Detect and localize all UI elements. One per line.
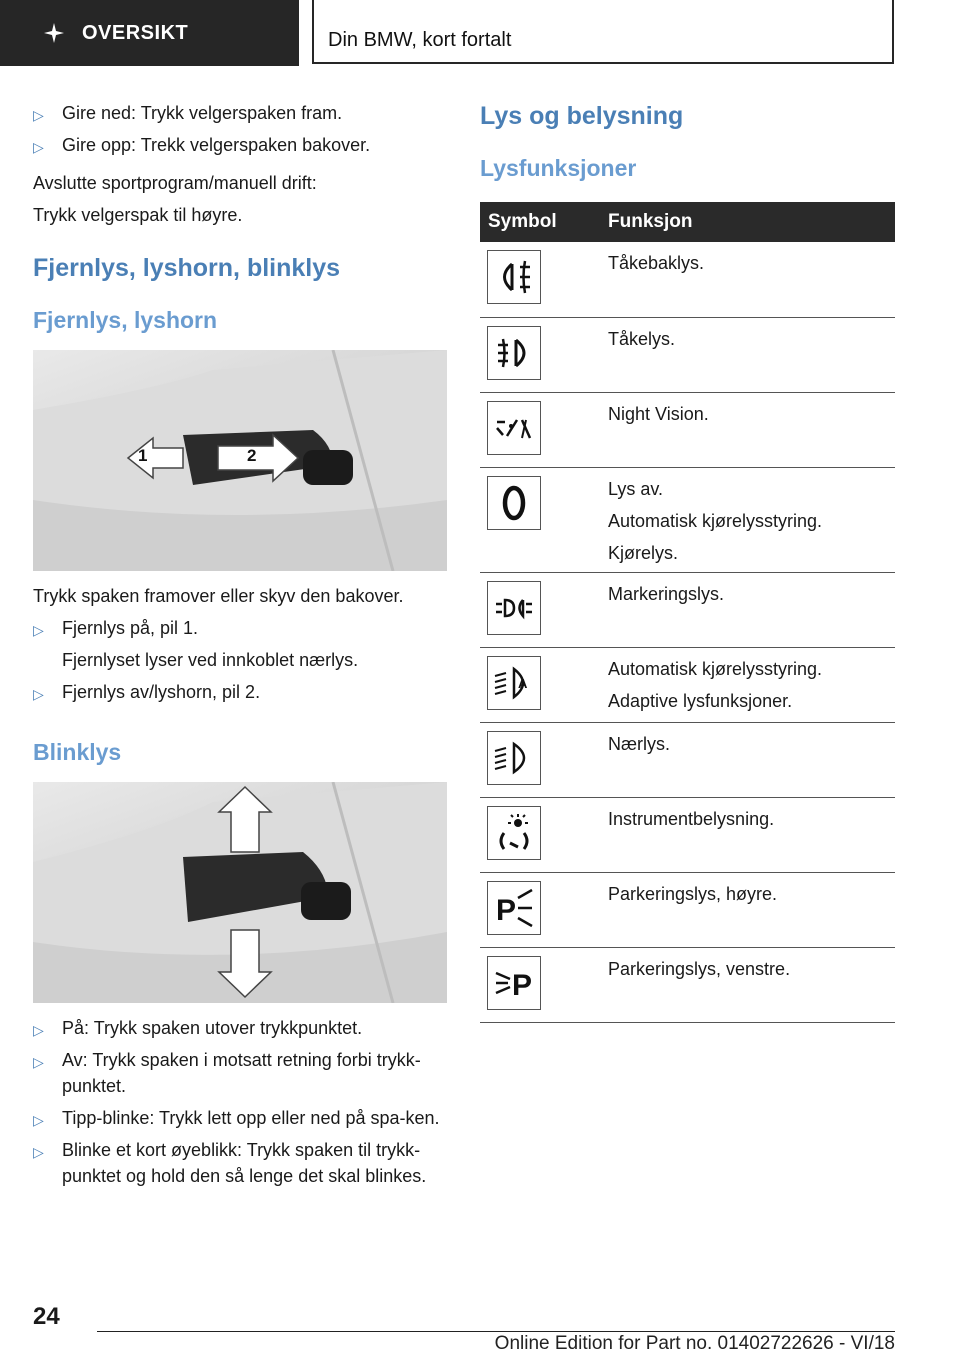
table-row: [480, 722, 895, 797]
table-row: [480, 647, 895, 722]
highbeam-stalk-image: [33, 350, 447, 571]
heading-highbeam-turn: Fjernlys, lyshorn, blinklys: [33, 254, 341, 282]
heading-lights: Lys og belysning: [480, 102, 684, 130]
right-column: [480, 100, 895, 1023]
bullet-triangle-icon: ▷: [33, 1054, 44, 1070]
highbeam-intro: Trykk spaken framover eller skyv den bakover.: [33, 586, 404, 606]
front-fog-light-icon: [487, 326, 541, 380]
chapter-title: Din BMW, kort fortalt: [328, 29, 512, 51]
side-marker-light-icon: [487, 581, 541, 635]
function-text: Parkeringslys, venstre.: [608, 958, 791, 979]
table-row: [480, 797, 895, 872]
list-item: ▷ Fjernlys på, pil 1.: [33, 615, 447, 641]
parking-light-left-icon: [487, 956, 541, 1010]
table-row: [480, 242, 895, 317]
table-row: [480, 317, 895, 392]
edition-text: Online Edition for Part no. 01402722626 - VI/18: [494, 1333, 895, 1354]
heading-light-functions: Lysfunksjoner: [480, 155, 637, 181]
section-tab-oversikt[interactable]: [0, 0, 299, 66]
bullet-triangle-icon: ▷: [33, 1022, 44, 1038]
section-label: OVERSIKT: [82, 21, 189, 44]
table-row: [480, 572, 895, 647]
function-text: Tåkelys.: [608, 328, 676, 349]
night-vision-icon: [487, 401, 541, 455]
list-item-note: Fjernlyset lyser ved innkoblet nærlys.: [62, 650, 359, 670]
page-number: 24: [33, 1303, 60, 1330]
list-item: ▷ På: Trykk spaken utover trykkpunktet.: [33, 1015, 447, 1041]
heading-turn-signal: Blinklys: [33, 739, 122, 765]
bullet-triangle-icon: ▷: [33, 1112, 44, 1128]
table-row: [480, 872, 895, 947]
col-header-symbol: Symbol: [480, 202, 598, 242]
overview-star-icon: [40, 19, 68, 47]
low-beam-icon: [487, 731, 541, 785]
function-text: Kjørelys.: [608, 542, 679, 563]
turn-signal-stalk-image: [33, 782, 447, 1003]
table-row: [480, 392, 895, 467]
light-functions-table: [480, 202, 895, 1023]
function-text: Lys av.: [608, 478, 664, 499]
table-row: [480, 467, 895, 572]
bullet-triangle-icon: ▷: [33, 686, 44, 702]
function-text: Night Vision.: [608, 403, 709, 424]
arrow-label-1: 1: [138, 446, 148, 465]
list-item: ▷ Gire ned: Trykk velgerspaken fram.: [33, 100, 447, 126]
bullet-triangle-icon: ▷: [33, 1144, 44, 1160]
auto-headlight-icon: [487, 656, 541, 710]
function-text: Automatisk kjørelysstyring.: [608, 510, 823, 531]
col-header-function: Funksjon: [598, 202, 895, 242]
sport-exit-line2: Trykk velgerspak til høyre.: [33, 205, 243, 225]
function-text: Tåkebaklys.: [608, 253, 705, 273]
table-header-row: [480, 202, 895, 242]
bullet-triangle-icon: ▷: [33, 622, 44, 638]
function-text: Nærlys.: [608, 733, 670, 754]
svg-text:P: P: [512, 968, 533, 1002]
heading-highbeam: Fjernlys, lyshorn: [33, 307, 218, 333]
bullet-triangle-icon: ▷: [33, 139, 44, 155]
svg-text:A: A: [518, 675, 528, 691]
arrow-label-2: 2: [247, 446, 257, 465]
function-text: Instrumentbelysning.: [608, 808, 775, 829]
svg-text:P: P: [496, 893, 517, 927]
list-item: ▷ Tipp-blinke: Trykk lett opp eller ned på spa-ken.: [33, 1105, 447, 1131]
bullet-triangle-icon: ▷: [33, 107, 44, 123]
instrument-lighting-icon: [487, 806, 541, 860]
sport-exit-line1: Avslutte sportprogram/manuell drift:: [33, 173, 317, 193]
function-text: Parkeringslys, høyre.: [608, 883, 778, 904]
function-text: Markeringslys.: [608, 583, 725, 604]
function-text: Adaptive lysfunksjoner.: [608, 690, 793, 711]
footer-divider: [97, 1331, 895, 1332]
rear-fog-light-icon: [487, 250, 541, 304]
left-column: [33, 100, 447, 1195]
chapter-title-box: [312, 0, 894, 64]
list-item: ▷ Blinke et kort øyeblikk: Trykk spaken til trykk-punktet og hold den så lenge det skal blinkes.: [33, 1140, 427, 1186]
list-item: ▷ Fjernlys av/lyshorn, pil 2.: [33, 679, 447, 705]
lights-off-icon: [487, 476, 541, 530]
list-item: ▷ Gire opp: Trekk velgerspaken bakover.: [33, 132, 447, 158]
table-row: [480, 947, 895, 1022]
list-item: ▷ Av: Trykk spaken i motsatt retning forbi trykk-punktet.: [33, 1050, 421, 1096]
parking-light-right-icon: [487, 881, 541, 935]
function-text: Automatisk kjørelysstyring.: [608, 658, 823, 679]
